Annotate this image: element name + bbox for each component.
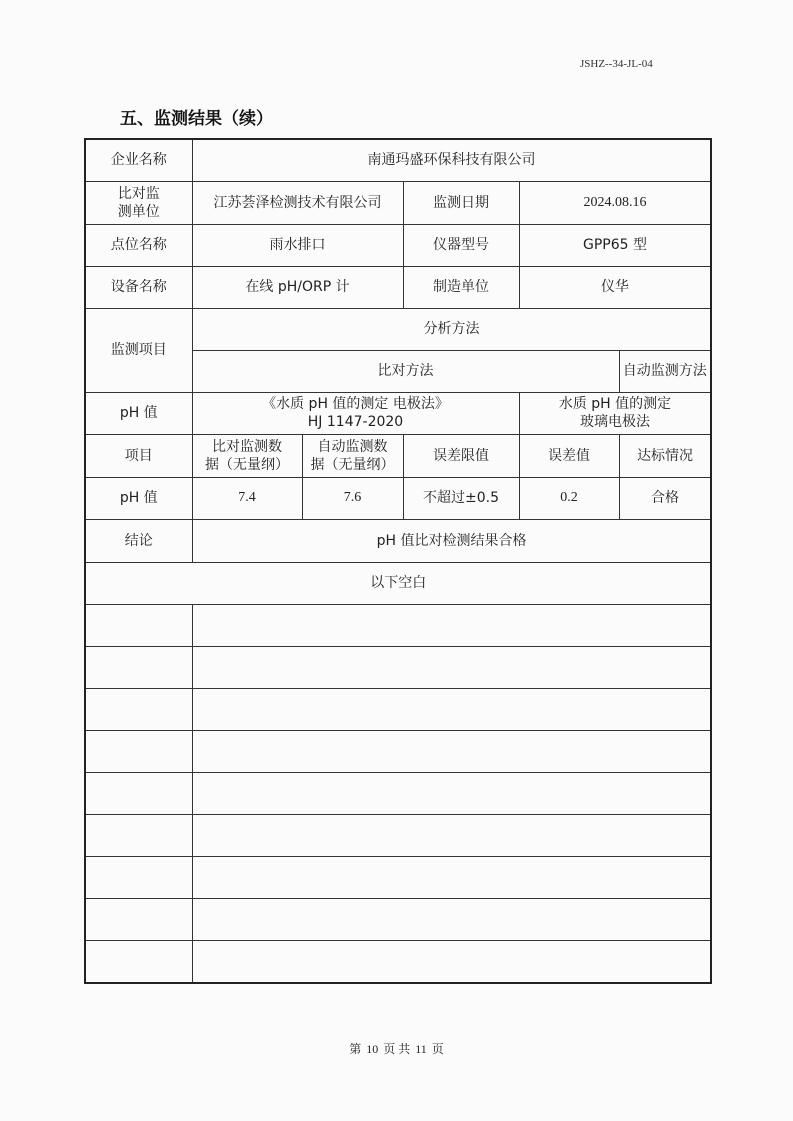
table-row	[85, 139, 711, 181]
footer-page-number: 10	[366, 1042, 379, 1056]
comparison-method-value: 《水质 pH 值的测定 电极法》 HJ 1147-2020	[192, 392, 519, 434]
column-header-compliance: 达标情况	[619, 434, 711, 477]
manufacturer-value: 仪华	[519, 266, 711, 308]
auto-method-label: 自动监测方法	[619, 350, 711, 392]
empty-row	[85, 772, 711, 814]
empty-row	[85, 940, 711, 983]
footer-mid: 页 共	[383, 1042, 411, 1056]
instrument-model-label: 仪器型号	[403, 224, 519, 266]
table-row	[85, 308, 711, 350]
table-row	[85, 181, 711, 224]
empty-row	[85, 604, 711, 646]
table-row	[85, 562, 711, 604]
column-header-error-value: 误差值	[519, 434, 619, 477]
monitoring-results-table-wrapper	[84, 138, 710, 980]
empty-row	[85, 814, 711, 856]
footer-prefix: 第	[349, 1042, 362, 1056]
instrument-model-value: GPP65 型	[519, 224, 711, 266]
row-error-value: 0.2	[519, 477, 619, 519]
point-label: 点位名称	[85, 224, 192, 266]
comparison-unit-value: 江苏荟泽检测技术有限公司	[192, 181, 403, 224]
row-compliance: 合格	[619, 477, 711, 519]
monitoring-date-value: 2024.08.16	[519, 181, 711, 224]
table-row	[85, 224, 711, 266]
device-label: 设备名称	[85, 266, 192, 308]
monitoring-date-label: 监测日期	[403, 181, 519, 224]
row-comparison-data: 7.4	[192, 477, 302, 519]
footer-suffix: 页	[431, 1042, 444, 1056]
comparison-unit-label: 比对监 测单位	[85, 181, 192, 224]
document-code: JSHZ--34-JL-04	[580, 58, 653, 70]
empty-row	[85, 688, 711, 730]
column-header-error-limit: 误差限值	[403, 434, 519, 477]
footer-total-pages: 11	[415, 1042, 427, 1056]
blank-note: 以下空白	[85, 562, 711, 604]
analysis-method-label: 分析方法	[192, 308, 711, 350]
auto-method-value: 水质 pH 值的测定 玻璃电极法	[519, 392, 711, 434]
conclusion-value: pH 值比对检测结果合格	[192, 519, 711, 562]
monitoring-results-table	[84, 138, 712, 984]
row-error-limit: 不超过±0.5	[403, 477, 519, 519]
empty-row	[85, 856, 711, 898]
comparison-method-label: 比对方法	[192, 350, 619, 392]
empty-row	[85, 646, 711, 688]
row-item: pH 值	[85, 477, 192, 519]
device-value: 在线 pH/ORP 计	[192, 266, 403, 308]
column-header-item: 项目	[85, 434, 192, 477]
row-auto-data: 7.6	[302, 477, 403, 519]
enterprise-label: 企业名称	[85, 139, 192, 181]
table-row	[85, 392, 711, 434]
empty-row	[85, 898, 711, 940]
table-row	[85, 434, 711, 477]
column-header-comparison-data: 比对监测数 据（无量纲）	[192, 434, 302, 477]
conclusion-label: 结论	[85, 519, 192, 562]
point-value: 雨水排口	[192, 224, 403, 266]
empty-row	[85, 730, 711, 772]
ph-label: pH 值	[85, 392, 192, 434]
section-title: 五、监测结果（续）	[120, 109, 273, 129]
table-row	[85, 266, 711, 308]
page-footer	[0, 1040, 793, 1057]
manufacturer-label: 制造单位	[403, 266, 519, 308]
table-row	[85, 477, 711, 519]
column-header-auto-data: 自动监测数 据（无量纲）	[302, 434, 403, 477]
table-row	[85, 519, 711, 562]
enterprise-value: 南通玛盛环保科技有限公司	[192, 139, 711, 181]
item-label: 监测项目	[85, 308, 192, 392]
